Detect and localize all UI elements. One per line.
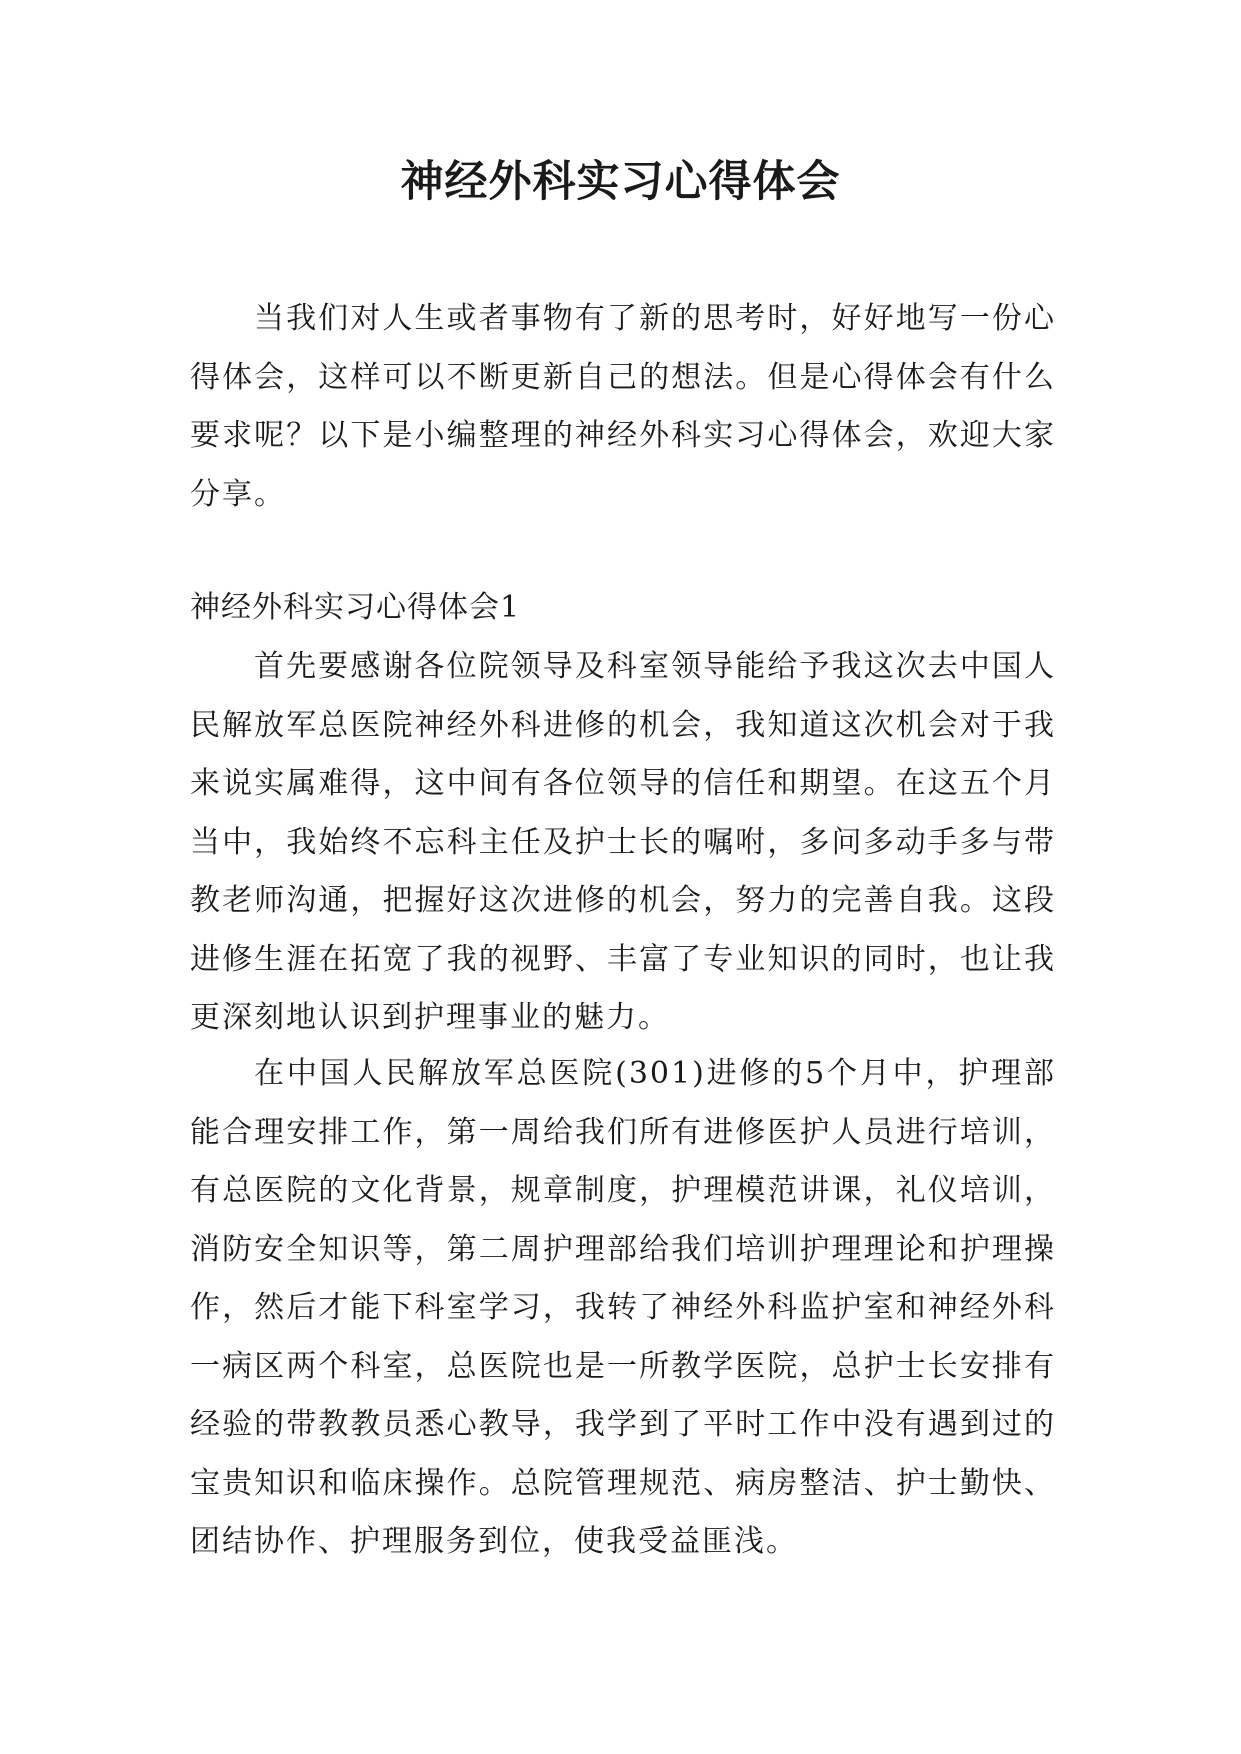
body-paragraph: 首先要感谢各位院领导及科室领导能给予我这次去中国人民解放军总医院神经外科进修的机会，我知道这次机会对于我来说实属难得，这中间有各位领导的信任和期望。在这五个月当中，我始终不忘科主任及护士长的嘱咐，多问多动手多与带教老师沟通，把握好这次进修的机会，努力的完善自我。这段进修生涯在拓宽了我的视野、丰富了专业知识的同时，也让我更深刻地认识到护理事业的魅力。 bbox=[190, 649, 1056, 1035]
section-heading: 神经外科实习心得体会1 bbox=[190, 590, 521, 625]
page-title: 神经外科实习心得体会 bbox=[400, 157, 841, 207]
body-paragraph: 在中国人民解放军总医院(301)进修的5个月中，护理部能合理安排工作，第一周给我们所有进修医护人员进行培训，有总医院的文化背景，规章制度，护理模范讲课，礼仪培训，消防安全知识等，第二周护理部给我们培训护理理论和护理操作，然后才能下科室学习，我转了神经外科监护室和神经外科一病区两个科室，总医院也是一所教学医院，总护士长安排有经验的带教教员悉心教导，我学到了平时工作中没有遇到过的宝贵知识和临床操作。总院管理规范、病房整洁、护士勤快、团结协作、护理服务到位，使我受益匪浅。 bbox=[190, 1056, 1056, 1559]
intro-paragraph: 当我们对人生或者事物有了新的思考时，好好地写一份心得体会，这样可以不断更新自己的想法。但是心得体会有什么要求呢？以下是小编整理的神经外科实习心得体会，欢迎大家分享。 bbox=[190, 301, 1056, 512]
